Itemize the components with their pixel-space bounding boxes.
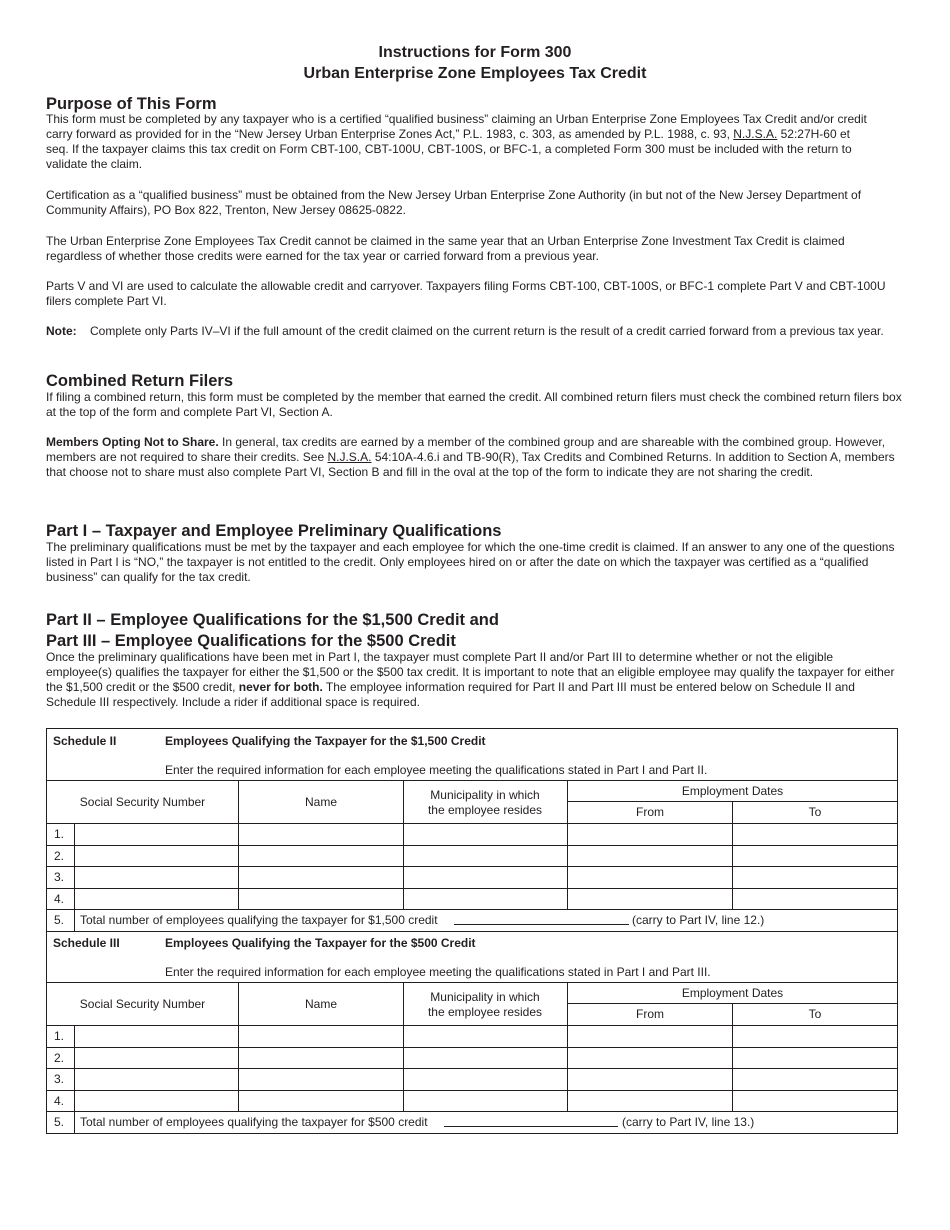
schedule-3-label: Schedule III — [53, 936, 120, 950]
combined-heading: Combined Return Filers — [46, 372, 234, 390]
schedule-3-total-number: 5. — [54, 1115, 65, 1129]
schedules-table: Schedule II Employees Qualifying the Taxpayer for the $1,500 Credit Enter the required information for each employee meeting the qualifications stated in Part I and Part II. Social Security Number Name Municipality in which the employee resides Employment Dates From To 1. 2. 3. 4. 5. Total number of employees qualifying the taxpayer for $1,500 credit (carry to Part IV, line 12.) Schedule III Employees Qualifying the Taxpayer for the $500 Credit Enter the required information for each employee meeting the qualifications stated in Part I and Part III. Social Security Number Name Municipality in which the employee resides Employment Dates From To 1. 2. 3. 4. 5. Total number of employees qualifying the taxpayer for $500 credit (carry to Part IV, line 13.) — [46, 728, 898, 1134]
schedule-2-row-number: 2. — [54, 849, 65, 863]
schedule-2-carry-note: (carry to Part IV, line 12.) — [632, 913, 765, 927]
schedule-2-name-cells[interactable] — [239, 824, 403, 909]
schedule-3-municipality-cells[interactable] — [404, 1026, 567, 1111]
purpose-p1-line3: seq. If the taxpayer claims this tax credit on Form CBT-100, CBT-100U, CBT-100S, or BFC-1, a completed Form 300 must be included with the return to — [46, 142, 852, 156]
column-header-to: To — [808, 1007, 822, 1021]
column-header-name: Name — [304, 997, 337, 1011]
purpose-p1-line1: This form must be completed by any taxpayer who is a certified “qualified business” claiming an Urban Enterprise Zone Employees Tax Credit and/or credit — [46, 112, 867, 126]
schedule-2-title: Employees Qualifying the Taxpayer for the $1,500 Credit — [165, 734, 486, 748]
purpose-paragraph-4: Parts V and VI are used to calculate the allowable credit and carryover. Taxpayers filing Forms CBT-100, CBT-100S, or BFC-1 complete Part V and CBT-100U filers complete Part VI. — [46, 279, 886, 308]
schedule-3-row-number: 1. — [54, 1029, 65, 1043]
schedule-3-carry-note: (carry to Part IV, line 13.) — [622, 1115, 755, 1129]
schedule-2-row-number: 1. — [54, 827, 65, 841]
schedule-2-row-number: 4. — [54, 892, 65, 906]
schedule-3-row-number: 2. — [54, 1051, 65, 1065]
column-header-to: To — [808, 805, 822, 819]
schedule-3-instruction: Enter the required information for each employee meeting the qualifications stated in Part I and Part III. — [165, 965, 711, 979]
column-header-employment-dates: Employment Dates — [681, 986, 784, 1000]
schedule-2-municipality-cells[interactable] — [404, 824, 567, 909]
part-2-heading: Part II – Employee Qualifications for the $1,500 Credit and — [46, 611, 499, 629]
purpose-p1-line4: validate the claim. — [46, 157, 143, 171]
purpose-p1-line2: carry forward as provided for in the “New Jersey Urban Enterprise Zones Act,” P.L. 1983, c. 303, as amended by P.L. 1988, c. 93, N.J.S.A. 52:27H-60 et — [46, 127, 850, 141]
purpose-paragraph-1 — [46, 112, 902, 172]
column-header-employment-dates: Employment Dates — [681, 784, 784, 798]
njsa-reference: N.J.S.A. — [733, 127, 778, 141]
column-header-ssn: Social Security Number — [79, 795, 206, 809]
schedule-3-name-cells[interactable] — [239, 1026, 403, 1111]
schedule-2-total-entry-line[interactable] — [454, 924, 629, 925]
schedule-2-instruction: Enter the required information for each employee meeting the qualifications stated in Part I and Part II. — [165, 763, 708, 777]
note-text: Complete only Parts IV–VI if the full amount of the credit claimed on the current return is the result of a credit carried forward from a previous tax year. — [90, 324, 884, 338]
part-3-heading: Part III – Employee Qualifications for the $500 Credit — [46, 632, 456, 650]
schedule-2-label: Schedule II — [53, 734, 117, 748]
column-header-municipality: Municipality in which — [430, 788, 540, 802]
schedule-3-to-cells[interactable] — [733, 1026, 897, 1111]
part-1-heading: Part I – Taxpayer and Employee Preliminary Qualifications — [46, 522, 502, 540]
purpose-heading: Purpose of This Form — [46, 95, 217, 113]
purpose-paragraph-2: Certification as a “qualified business” must be obtained from the New Jersey Urban Enterprise Zone Authority (in but not of the New Jersey Department of Community Affairs), PO Box 822, Trenton, New Jersey 08625-0822. — [46, 188, 862, 217]
purpose-paragraph-3: The Urban Enterprise Zone Employees Tax Credit cannot be claimed in the same year that an Urban Enterprise Zone Investment Tax Credit is claimed regardless of whether those credits were earned for the tax year or carried forward from a previous year. — [46, 234, 845, 263]
schedule-3-row-number: 3. — [54, 1072, 65, 1086]
column-header-from: From — [636, 805, 664, 819]
schedule-2-to-cells[interactable] — [733, 824, 897, 909]
schedule-3-row-number: 4. — [54, 1094, 65, 1108]
note-label: Note: — [46, 324, 77, 338]
document-title: Instructions for Form 300 — [378, 44, 572, 61]
combined-paragraph-1: If filing a combined return, this form must be completed by the member that earned the credit. All combined return filers must check the combined return filers box at the top of the form and complete Part VI, Section A. — [46, 390, 902, 419]
schedule-2-from-cells[interactable] — [568, 824, 732, 909]
schedule-3-total-label: Total number of employees qualifying the taxpayer for $500 credit — [80, 1115, 428, 1129]
column-header-ssn: Social Security Number — [79, 997, 206, 1011]
schedule-2-total-label: Total number of employees qualifying the taxpayer for $1,500 credit — [80, 913, 438, 927]
schedule-3-title: Employees Qualifying the Taxpayer for the $500 Credit — [165, 936, 476, 950]
part-2-3-text: Once the preliminary qualifications have been met in Part I, the taxpayer must complete Part II and/or Part III to determine whether or not the eligible employee(s) qualifies the taxpayer for either the $1,500 or the $500 tax credit. It is important to note that an eligible employee may qualify the taxpayer for either the $1,500 credit or the $500 credit, never for both. The employee information required for Part II and Part III must be entered below on Schedule II and Schedule III respectively. Include a rider if additional space is required. — [46, 650, 895, 709]
part-1-text: The preliminary qualifications must be met by the taxpayer and each employee for which the one-time credit is claimed. If an answer to any one of the questions listed in Part I is “NO,” the taxpayer is not entitled to the credit. Only employees hired on or after the date on which the taxpayer was certified as a “qualified business” can qualify for the tax credit. — [46, 540, 895, 584]
column-header-from: From — [636, 1007, 664, 1021]
schedule-2-ssn-cells[interactable] — [75, 824, 238, 909]
schedule-2-total-number: 5. — [54, 913, 65, 927]
document-subtitle: Urban Enterprise Zone Employees Tax Credit — [303, 65, 647, 82]
column-header-municipality: Municipality in which — [430, 990, 540, 1004]
schedule-3-total-entry-line[interactable] — [444, 1126, 618, 1127]
column-header-name: Name — [304, 795, 337, 809]
schedule-3-from-cells[interactable] — [568, 1026, 732, 1111]
schedule-3-ssn-cells[interactable] — [75, 1026, 238, 1111]
members-opting-paragraph: Members Opting Not to Share. In general, tax credits are earned by a member of the combined group and are shareable with the combined group. However, members are not required to share their credits. See N.J.S.A. 54:10A-4.6.i and TB-90(R), Tax Credits and Combined Returns. In addition to Section A, members that choose not to share must also complete Part VI, Section B and fill in the oval at the top of the form to indicate they are not sharing the credit. — [46, 435, 895, 479]
schedule-2-row-number: 3. — [54, 870, 65, 884]
